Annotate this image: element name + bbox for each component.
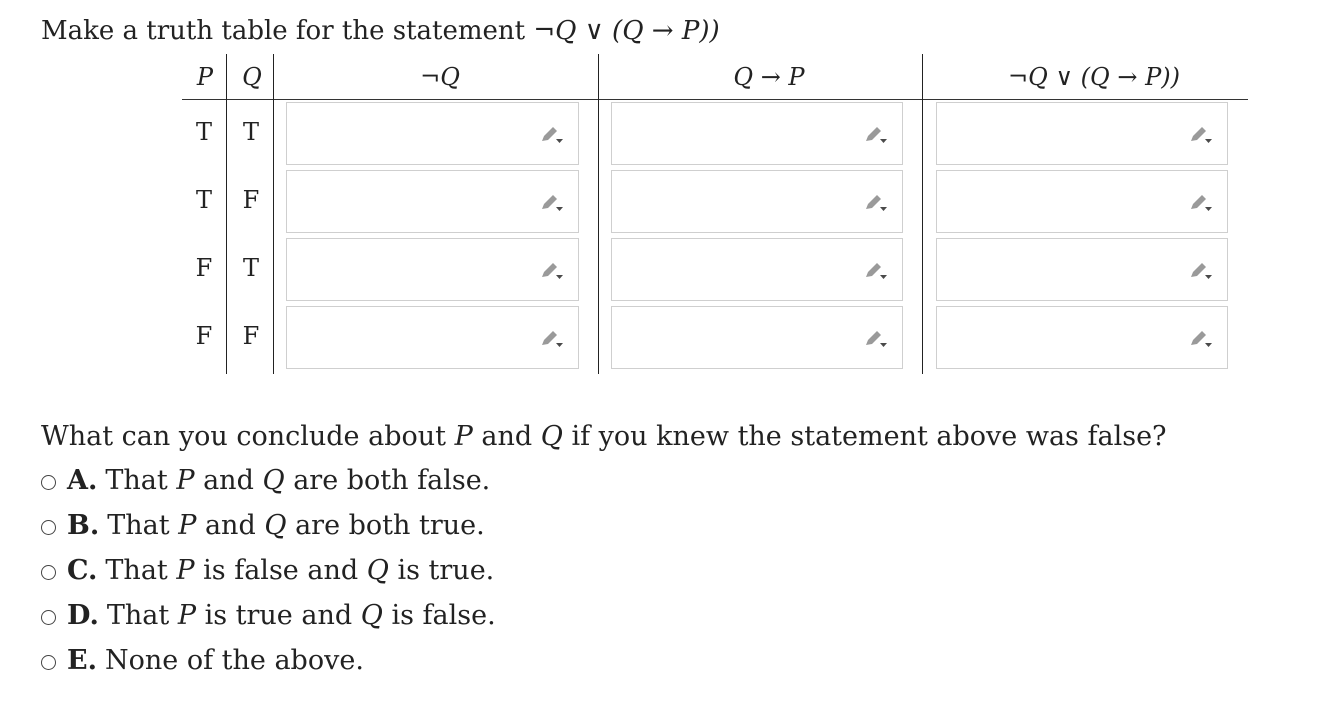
row3-q-value: T bbox=[242, 254, 259, 282]
pencil-dropdown-icon bbox=[1189, 193, 1213, 213]
column-divider-q-cols bbox=[273, 54, 274, 374]
choice-text: That bbox=[106, 600, 170, 631]
column-divider-p-q bbox=[226, 54, 227, 374]
pencil-dropdown-icon bbox=[540, 193, 564, 213]
row3-q-implies-p-dropdown[interactable] bbox=[611, 238, 903, 301]
row4-full-statement-dropdown[interactable] bbox=[936, 306, 1228, 369]
radio-button[interactable] bbox=[41, 565, 56, 580]
choice-text: That bbox=[105, 555, 168, 586]
choice-c[interactable] bbox=[41, 552, 494, 590]
choice-var: P bbox=[176, 465, 195, 496]
choice-text: That bbox=[107, 510, 170, 541]
row4-q-value: F bbox=[242, 322, 260, 350]
question-var-p: P bbox=[454, 421, 473, 452]
row2-p-value: T bbox=[195, 186, 212, 214]
header-p: P bbox=[196, 63, 214, 91]
choice-a[interactable] bbox=[41, 462, 490, 500]
column-divider-col1-col2 bbox=[598, 54, 599, 374]
choice-text: and bbox=[204, 510, 256, 541]
truth-table bbox=[182, 54, 1248, 374]
choice-text: That bbox=[105, 465, 168, 496]
pencil-dropdown-icon bbox=[864, 193, 888, 213]
choice-var: P bbox=[177, 600, 196, 631]
statement-formula: ¬Q ∨ (Q → P)) bbox=[533, 16, 720, 46]
choice-var: Q bbox=[264, 510, 287, 541]
question-part1: What can you conclude about bbox=[41, 421, 446, 452]
choice-text: is false and bbox=[203, 555, 359, 586]
row2-q-value: F bbox=[242, 186, 260, 214]
radio-button[interactable] bbox=[41, 610, 56, 625]
choice-text: is true. bbox=[397, 555, 495, 586]
header-q: Q bbox=[242, 63, 262, 91]
row3-full-statement-dropdown[interactable] bbox=[936, 238, 1228, 301]
choice-letter: D. bbox=[67, 600, 99, 631]
row3-not-q-dropdown[interactable] bbox=[286, 238, 579, 301]
row1-full-statement-dropdown[interactable] bbox=[936, 102, 1228, 165]
choice-b[interactable] bbox=[41, 507, 485, 545]
choice-letter: A. bbox=[67, 465, 98, 496]
choice-var: Q bbox=[360, 600, 383, 631]
question-part2: if you knew the statement above was false? bbox=[571, 421, 1167, 452]
pencil-dropdown-icon bbox=[540, 261, 564, 281]
prompt-label: Make a truth table for the statement bbox=[41, 16, 526, 46]
row1-q-value: T bbox=[242, 118, 259, 146]
choice-text: and bbox=[203, 465, 254, 496]
choice-var: Q bbox=[262, 465, 285, 496]
prompt-text bbox=[41, 13, 720, 49]
question-text bbox=[41, 418, 1167, 456]
row2-not-q-dropdown[interactable] bbox=[286, 170, 579, 233]
choice-e[interactable] bbox=[41, 642, 364, 680]
row4-p-value: F bbox=[195, 322, 213, 350]
choice-var: Q bbox=[366, 555, 389, 586]
radio-button[interactable] bbox=[41, 655, 56, 670]
choice-text: are both false. bbox=[293, 465, 491, 496]
column-divider-col2-col3 bbox=[922, 54, 923, 374]
choice-text: is true and bbox=[204, 600, 353, 631]
pencil-dropdown-icon bbox=[1189, 329, 1213, 349]
choice-text: None of the above. bbox=[104, 645, 364, 676]
row3-p-value: F bbox=[195, 254, 213, 282]
pencil-dropdown-icon bbox=[864, 329, 888, 349]
choice-d[interactable] bbox=[41, 597, 496, 635]
choice-text: is false. bbox=[391, 600, 496, 631]
row2-q-implies-p-dropdown[interactable] bbox=[611, 170, 903, 233]
row4-q-implies-p-dropdown[interactable] bbox=[611, 306, 903, 369]
pencil-dropdown-icon bbox=[864, 261, 888, 281]
radio-button[interactable] bbox=[41, 475, 56, 490]
choice-text: are both true. bbox=[295, 510, 485, 541]
question-var-q: Q bbox=[540, 421, 563, 452]
row1-q-implies-p-dropdown[interactable] bbox=[611, 102, 903, 165]
pencil-dropdown-icon bbox=[540, 125, 564, 145]
row4-not-q-dropdown[interactable] bbox=[286, 306, 579, 369]
choice-letter: B. bbox=[67, 510, 100, 541]
row1-not-q-dropdown[interactable] bbox=[286, 102, 579, 165]
row1-p-value: T bbox=[195, 118, 212, 146]
choice-var: P bbox=[178, 510, 197, 541]
pencil-dropdown-icon bbox=[1189, 125, 1213, 145]
header-full-statement: ¬Q ∨ (Q → P)) bbox=[1008, 63, 1180, 91]
pencil-dropdown-icon bbox=[540, 329, 564, 349]
header-not-q: ¬Q bbox=[420, 63, 460, 91]
choice-letter: E. bbox=[67, 645, 97, 676]
header-divider bbox=[182, 99, 1248, 100]
pencil-dropdown-icon bbox=[1189, 261, 1213, 281]
choice-var: P bbox=[176, 555, 195, 586]
question-and: and bbox=[481, 421, 533, 452]
row2-full-statement-dropdown[interactable] bbox=[936, 170, 1228, 233]
header-q-implies-p: Q → P bbox=[733, 63, 805, 91]
radio-button[interactable] bbox=[41, 520, 56, 535]
pencil-dropdown-icon bbox=[864, 125, 888, 145]
choice-letter: C. bbox=[67, 555, 98, 586]
